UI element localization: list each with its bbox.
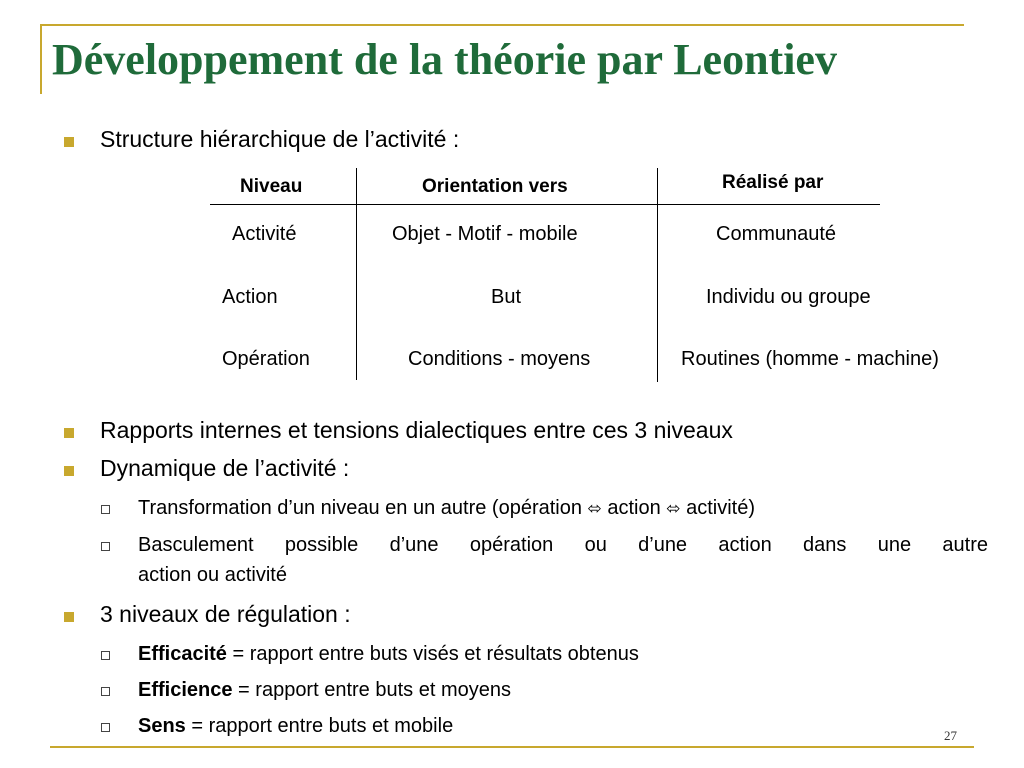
term-efficacite: Efficacité xyxy=(138,643,227,665)
table-cell: Action xyxy=(222,286,278,308)
sub-item-transformation xyxy=(138,497,755,520)
top-frame-line xyxy=(40,24,964,26)
bullet-square-icon xyxy=(64,428,74,438)
table-cell: Communauté xyxy=(716,223,837,245)
sub-item-efficience xyxy=(138,679,511,702)
definition-sens: = rapport entre buts et mobile xyxy=(191,715,454,737)
table-column-divider-1 xyxy=(356,168,357,380)
table-cell: Conditions - moyens xyxy=(408,348,591,370)
table-cell: Objet - Motif - mobile xyxy=(392,223,578,245)
table-column-divider-2 xyxy=(657,168,658,382)
transformation-text-end: activité) xyxy=(686,497,756,519)
bullet-square-icon xyxy=(64,137,74,147)
table-header-orientation: Orientation vers xyxy=(422,176,568,197)
sub-bullet-icon xyxy=(101,505,110,514)
term-sens: Sens xyxy=(138,715,186,737)
table-cell: Individu ou groupe xyxy=(706,286,871,308)
bullet-dynamique: Dynamique de l’activité : xyxy=(100,455,350,481)
sub-item-efficacite xyxy=(138,643,639,666)
bullet-structure: Structure hiérarchique de l’activité : xyxy=(100,126,460,152)
definition-efficience: = rapport entre buts et moyens xyxy=(238,679,511,701)
sub-item-sens xyxy=(138,715,453,738)
table-header-divider xyxy=(210,204,880,205)
left-frame-line xyxy=(40,24,42,94)
transformation-text-start: Transformation d’un niveau en un autre (opération xyxy=(138,497,582,519)
sub-item-basculement-line2: action ou activité xyxy=(138,564,287,586)
sub-bullet-icon xyxy=(101,651,110,660)
transformation-text-middle: action xyxy=(607,497,661,519)
table-cell: Activité xyxy=(232,223,297,245)
double-arrow-icon: ⬄ xyxy=(587,499,602,518)
sub-item-basculement-line1: Basculement possible d’une opération ou d’une action dans une autre xyxy=(138,534,988,556)
double-arrow-icon: ⬄ xyxy=(666,499,681,518)
bottom-frame-line xyxy=(50,746,974,748)
bullet-square-icon xyxy=(64,612,74,622)
table-cell: Opération xyxy=(222,348,310,370)
bullet-regulation: 3 niveaux de régulation : xyxy=(100,601,351,627)
sub-bullet-icon xyxy=(101,687,110,696)
term-efficience: Efficience xyxy=(138,679,233,701)
table-header-realise: Réalisé par xyxy=(722,172,824,193)
sub-bullet-icon xyxy=(101,723,110,732)
table-cell: Routines (homme - machine) xyxy=(681,348,939,370)
bullet-rapports: Rapports internes et tensions dialectiques entre ces 3 niveaux xyxy=(100,417,733,443)
table-cell: But xyxy=(491,286,522,308)
page-number: 27 xyxy=(944,728,957,743)
bullet-square-icon xyxy=(64,466,74,476)
definition-efficacite: = rapport entre buts visés et résultats obtenus xyxy=(232,643,639,665)
table-header-niveau: Niveau xyxy=(240,176,303,197)
slide-title: Développement de la théorie par Leontiev xyxy=(52,35,837,84)
sub-bullet-icon xyxy=(101,542,110,551)
